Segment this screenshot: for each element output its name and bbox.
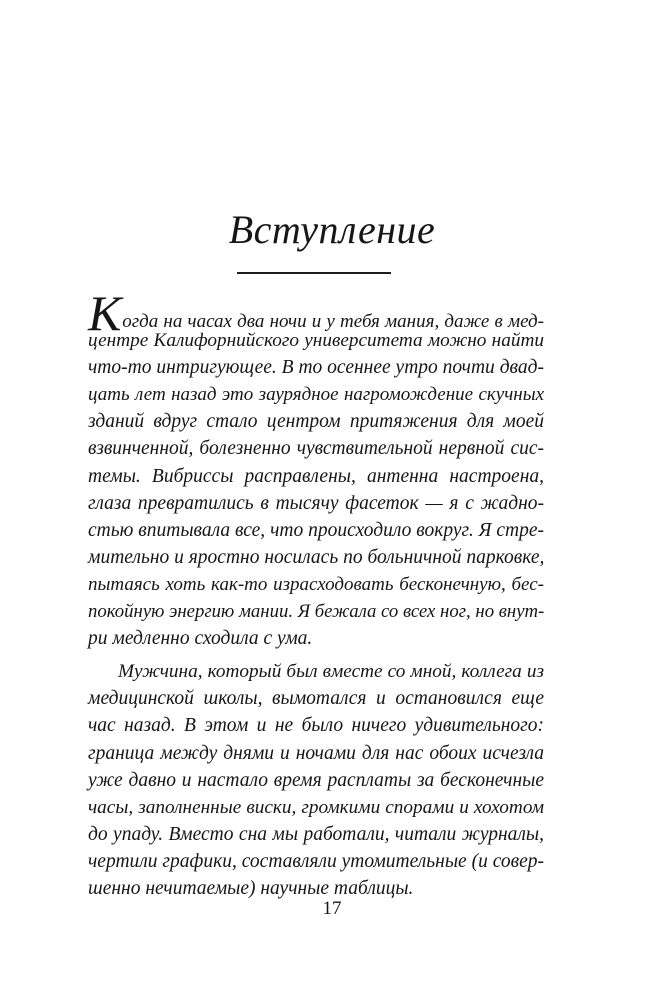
text-line: Мужчина, который был вместе со мной, коллега из [118,661,544,683]
text-line: покойную энергию мании. Я бежала со всех ног, но внут- [88,601,545,623]
text-line: взвинченной, болезненно чувствительной нервной сис- [88,438,544,460]
text-line: глаза превратились в тысячу фасеток — я с жадно- [88,492,544,514]
text-line: центре Калифорнийского университета можно найти [88,330,544,352]
text-line: чертили графики, составляли утомительные (и совер- [88,850,544,872]
text-line: стью впитывала все, что происходило вокруг. Я стре- [88,519,544,541]
text-line: медицинской школы, вымотался и остановился еще [88,688,544,710]
chapter-body [88,285,545,902]
page-number: 17 [322,898,342,919]
text-line: до упаду. Вместо сна мы работали, читали журналы, [88,823,544,845]
drop-cap: К [88,285,122,341]
text-line: мительно и яростно носилась по больничной парковке, [88,546,545,568]
text-line: что-то интригующее. В то осеннее утро почти двад- [88,357,544,379]
text-line: цать лет назад это заурядное нагромождение скучных [88,384,544,406]
text-line: Когда на часах два ночи и у тебя мания, даже в мед- [88,285,544,341]
text-line: пытаясь хоть как-то израсходовать бесконечную, бес- [88,573,544,595]
paragraph-1 [88,285,545,652]
text-line: граница между днями и ночами для нас обоих исчезла [88,742,544,764]
text-line: час назад. В этом и не было ничего удивительного: [88,715,544,737]
text-line: зданий вдруг стало центром притяжения для моей [88,411,544,433]
chapter-title: Вступление [228,207,436,252]
text-line: шенно нечитаемые) научные таблицы. [88,877,414,899]
text-line: темы. Вибриссы расправлены, антенна настроена, [88,465,544,487]
text-line: часы, заполненные виски, громкими спорами и хохотом [88,796,544,818]
title-underline-rule [237,272,391,274]
paragraph-2 [88,658,544,902]
text-line: уже давно и настало время расплаты за бесконечные [88,769,544,791]
text-line: ри медленно сходила с ума. [88,628,313,650]
